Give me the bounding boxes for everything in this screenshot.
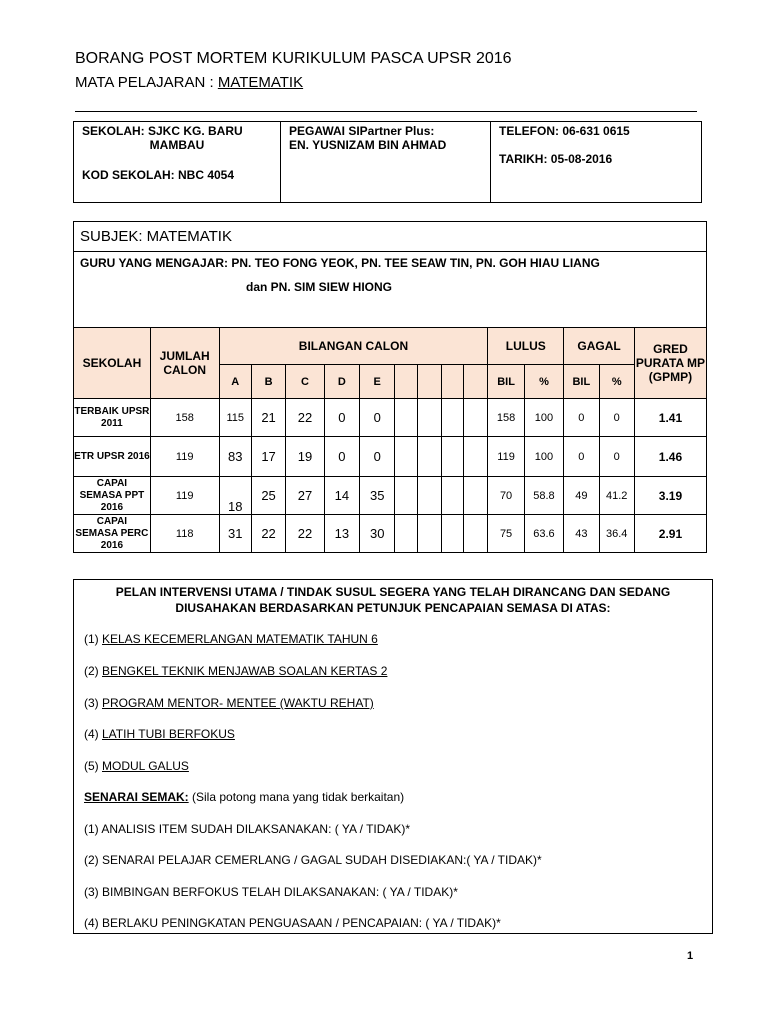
plan-heading	[74, 584, 712, 616]
cell-lulus-pct: 58.8	[524, 477, 563, 515]
cell-blank	[395, 515, 417, 553]
subtitle-value: MATEMATIK	[217, 74, 304, 91]
plan-item-text: KELAS KECEMERLANGAN MATEMATIK TAHUN 6	[102, 632, 378, 646]
table-row	[74, 515, 707, 553]
officer-cell	[281, 122, 491, 202]
divider	[75, 111, 697, 112]
teachers-line-1: GURU YANG MENGAJAR: PN. TEO FONG YEOK, PN. TEE SEAW TIN, PN. GOH HIAU LIANG	[80, 256, 600, 270]
row-label: ETR UPSR 2016	[74, 437, 151, 477]
contact-cell	[491, 122, 701, 202]
header-gred: GRED PURATA MP (GPMP)	[634, 328, 706, 399]
cell-c: 22	[286, 399, 324, 437]
header-blank	[417, 365, 441, 399]
form-title: BORANG POST MORTEM KURIKULUM PASCA UPSR 2016	[75, 50, 512, 67]
header-blank	[464, 365, 488, 399]
plan-item	[84, 696, 374, 710]
cell-d: 0	[324, 437, 359, 477]
cell-gpmp: 3.19	[634, 477, 706, 515]
checklist-note: (Sila potong mana yang tidak berkaitan)	[188, 790, 405, 804]
cell-blank	[417, 515, 441, 553]
cell-c: 27	[286, 477, 324, 515]
cell-blank	[441, 515, 463, 553]
cell-blank	[441, 399, 463, 437]
header-bilangan: BILANGAN CALON	[219, 328, 488, 365]
plan-heading-line-2: DIUSAHAKAN BERDASARKAN PETUNJUK PENCAPAIAN SEMASA DI ATAS:	[175, 601, 611, 615]
cell-gpmp: 1.46	[634, 437, 706, 477]
school-name-2: MAMBAU	[149, 138, 205, 152]
checklist-item: (3) BIMBINGAN BERFOKUS TELAH DILAKSANAKAN: ( YA / TIDAK)*	[84, 885, 458, 899]
header-sekolah: SEKOLAH	[74, 328, 151, 399]
plan-item-num: (1)	[84, 632, 102, 646]
cell-b: 21	[251, 399, 285, 437]
cell-lulus-bil: 75	[488, 515, 524, 553]
cell-lulus-pct: 100	[524, 437, 563, 477]
officer-title: PEGAWAI SIPartner Plus:	[289, 124, 435, 138]
cell-blank	[395, 477, 417, 515]
officer-name: EN. YUSNIZAM BIN AHMAD	[289, 138, 447, 152]
plan-item-text: BENGKEL TEKNIK MENJAWAB SOALAN KERTAS 2	[102, 664, 388, 678]
checklist-item: (4) BERLAKU PENINGKATAN PENGUASAAN / PENCAPAIAN: ( YA / TIDAK)*	[84, 916, 501, 930]
cell-blank	[417, 477, 441, 515]
header-d: D	[324, 365, 359, 399]
cell-e: 0	[360, 399, 395, 437]
school-name: SEKOLAH: SJKC KG. BARU	[82, 124, 243, 138]
intervention-plan-box	[73, 579, 713, 934]
subtitle-label: MATA PELAJARAN :	[75, 74, 218, 91]
row-label: CAPAI SEMASA PERC 2016	[75, 515, 149, 551]
cell-gpmp: 2.91	[634, 515, 706, 553]
subject-subtitle	[75, 74, 303, 91]
cell-a: 18	[219, 477, 251, 515]
cell-lulus-bil: 158	[488, 399, 524, 437]
cell-e: 35	[360, 477, 395, 515]
cell-blank	[395, 437, 417, 477]
header-b: B	[251, 365, 285, 399]
results-table	[73, 221, 707, 553]
cell-c: 19	[286, 437, 324, 477]
header-lulus-pct: %	[524, 365, 563, 399]
cell-gagal-pct: 41.2	[599, 477, 634, 515]
table-row	[74, 477, 707, 515]
school-cell	[74, 122, 281, 202]
cell-lulus-bil: 119	[488, 437, 524, 477]
cell-lulus-pct: 63.6	[524, 515, 563, 553]
cell-blank	[464, 399, 488, 437]
cell-b: 25	[251, 477, 285, 515]
header-lulus-bil: BIL	[488, 365, 524, 399]
checklist-heading	[84, 790, 404, 804]
plan-item-num: (2)	[84, 664, 102, 678]
cell-gagal-bil: 43	[564, 515, 599, 553]
header-gagal-bil: BIL	[564, 365, 599, 399]
cell-lulus-pct: 100	[524, 399, 563, 437]
cell-a: 83	[219, 437, 251, 477]
cell-b: 17	[251, 437, 285, 477]
plan-item	[84, 632, 378, 646]
header-jumlah: JUMLAH CALON	[150, 328, 219, 399]
header-a: A	[219, 365, 251, 399]
cell-blank	[441, 477, 463, 515]
plan-item	[84, 664, 387, 678]
plan-heading-line-1: PELAN INTERVENSI UTAMA / TINDAK SUSUL SEGERA YANG TELAH DIRANCANG DAN SEDANG	[115, 585, 671, 599]
cell-a: 31	[219, 515, 251, 553]
plan-item-text: LATIH TUBI BERFOKUS	[102, 727, 235, 741]
plan-item-text: PROGRAM MENTOR- MENTEE (WAKTU REHAT)	[102, 696, 374, 710]
header-gagal: GAGAL	[564, 328, 635, 365]
page-number: 1	[687, 950, 694, 962]
telephone: TELEFON: 06-631 0615	[499, 124, 630, 138]
checklist-item: (1) ANALISIS ITEM SUDAH DILAKSANAKAN: ( YA / TIDAK)*	[84, 822, 411, 836]
plan-item-text: MODUL GALUS	[102, 759, 189, 773]
checklist-item: (2) SENARAI PELAJAR CEMERLANG / GAGAL SUDAH DISEDIAKAN:( YA / TIDAK)*	[84, 853, 542, 867]
plan-item-num: (3)	[84, 696, 102, 710]
header-blank	[441, 365, 463, 399]
header-e: E	[360, 365, 395, 399]
cell-jumlah: 119	[150, 477, 219, 515]
date: TARIKH: 05-08-2016	[499, 152, 613, 166]
cell-b: 22	[251, 515, 285, 553]
cell-c: 22	[286, 515, 324, 553]
row-label: CAPAI SEMASA PPT 2016	[74, 477, 151, 515]
cell-blank	[417, 399, 441, 437]
header-lulus: LULUS	[488, 328, 564, 365]
header-gagal-pct: %	[599, 365, 634, 399]
row-label: TERBAIK UPSR 2011	[74, 399, 151, 437]
subject-label: SUBJEK: MATEMATIK	[74, 222, 707, 252]
cell-jumlah: 158	[150, 399, 219, 437]
cell-jumlah: 118	[150, 515, 219, 553]
cell-jumlah: 119	[150, 437, 219, 477]
plan-item-num: (5)	[84, 759, 102, 773]
cell-blank	[464, 477, 488, 515]
header-blank	[395, 365, 417, 399]
school-code: KOD SEKOLAH: NBC 4054	[82, 168, 235, 182]
cell-gagal-pct: 0	[599, 399, 634, 437]
table-row	[74, 399, 707, 437]
teachers-line-2: dan PN. SIM SIEW HIONG	[246, 280, 393, 294]
plan-item	[84, 759, 189, 773]
cell-blank	[395, 399, 417, 437]
checklist-label: SENARAI SEMAK:	[84, 790, 189, 804]
cell-a: 115	[219, 399, 251, 437]
cell-gagal-pct: 36.4	[599, 515, 634, 553]
cell-d: 13	[324, 515, 359, 553]
cell-blank	[417, 437, 441, 477]
cell-e: 0	[360, 437, 395, 477]
cell-blank	[464, 437, 488, 477]
school-info-box	[73, 121, 702, 203]
table-row	[74, 437, 707, 477]
cell-blank	[441, 437, 463, 477]
cell-e: 30	[360, 515, 395, 553]
cell-blank	[464, 515, 488, 553]
cell-gagal-pct: 0	[599, 437, 634, 477]
cell-gpmp: 1.41	[634, 399, 706, 437]
cell-gagal-bil: 0	[564, 437, 599, 477]
cell-d: 14	[324, 477, 359, 515]
cell-gagal-bil: 49	[564, 477, 599, 515]
cell-lulus-bil: 70	[488, 477, 524, 515]
plan-item	[84, 727, 235, 741]
teachers	[74, 252, 707, 328]
header-c: C	[286, 365, 324, 399]
cell-gagal-bil: 0	[564, 399, 599, 437]
plan-item-num: (4)	[84, 727, 102, 741]
cell-d: 0	[324, 399, 359, 437]
